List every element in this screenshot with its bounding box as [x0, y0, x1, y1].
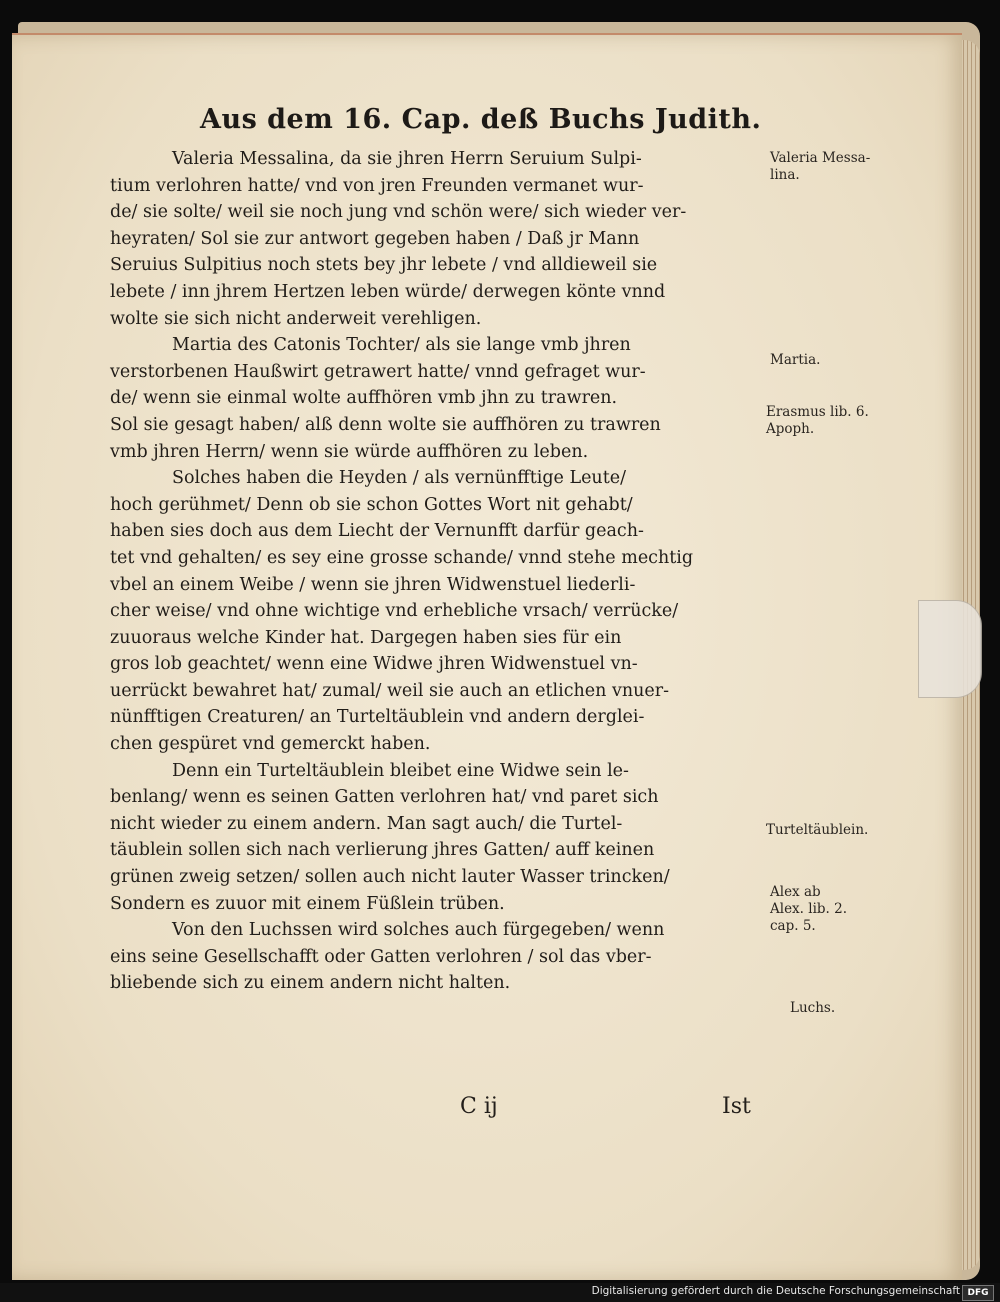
margin-note-line: Luchs.	[790, 1000, 836, 1016]
margin-note-line: Valeria Messa-	[770, 150, 871, 166]
margin-note-line: cap. 5.	[770, 918, 816, 934]
text-line: verstorbenen Haußwirt getrawert hatte/ vnnd gefraget wur-	[110, 361, 646, 382]
body-text	[110, 146, 770, 997]
page-foot	[0, 1094, 1000, 1124]
text-line: vbel an einem Weibe / wenn sie jhren Widwenstuel liederli-	[110, 574, 636, 595]
text-line: tium verlohren hatte/ vnd von jren Freunden vermanet wur-	[110, 175, 644, 196]
margin-note-line: Martia.	[770, 352, 821, 368]
text-line: uerrückt bewahret hat/ zumal/ weil sie auch an etlichen vnuer-	[110, 680, 670, 701]
signature-mark: C ij	[460, 1094, 498, 1119]
text-line: gros lob geachtet/ wenn eine Widwe jhren Widwenstuel vn-	[110, 654, 638, 675]
text-line: zuuoraus welche Kinder hat. Dargegen haben sies für ein	[110, 627, 622, 648]
text-line: chen gespüret vnd gemerckt haben.	[110, 734, 431, 755]
text-line: wolte sie sich nicht anderweit verehligen.	[110, 308, 482, 329]
text-line: Denn ein Turteltäublein bleibet eine Widwe sein le-	[172, 760, 629, 781]
text-line: lebete / inn jhrem Hertzen leben würde/ derwegen könte vnnd	[110, 281, 666, 302]
margin-note-line: lina.	[770, 167, 800, 183]
text-line: Martia des Catonis Tochter/ als sie lange vmb jhren	[172, 335, 631, 356]
catchword: Ist	[722, 1094, 751, 1119]
margin-note-valeria	[770, 150, 870, 184]
margin-note-line: Apoph.	[766, 421, 815, 437]
margin-note-alex	[770, 884, 847, 935]
text-line: grünen zweig setzen/ sollen auch nicht lauter Wasser trincken/	[110, 867, 670, 888]
margin-note-line: Alex. lib. 2.	[770, 901, 847, 917]
margin-note-erasmus	[766, 404, 869, 438]
page-tab-marker	[918, 600, 982, 698]
text-line: nünfftigen Creaturen/ an Turteltäublein vnd andern derglei-	[110, 707, 645, 728]
text-line: Solches haben die Heyden / als vernünfftige Leute/	[172, 468, 626, 489]
footer-credit: Digitalisierung gefördert durch die Deutsche Forschungsgemeinschaft	[591, 1285, 960, 1297]
text-line: täublein sollen sich nach verlierung jhres Gatten/ auff keinen	[110, 840, 655, 861]
margin-note-turteltaeublein	[766, 822, 868, 839]
margin-note-line: Turteltäublein.	[766, 822, 869, 838]
text-line: tet vnd gehalten/ es sey eine grosse schande/ vnnd stehe mechtig	[110, 547, 694, 568]
text-line: Von den Luchssen wird solches auch fürgegeben/ wenn	[172, 920, 665, 941]
dfg-logo: DFG	[962, 1285, 994, 1301]
text-line: haben sies doch aus dem Liecht der Vernunfft darfür geach-	[110, 521, 644, 542]
text-line: benlang/ wenn es seinen Gatten verlohren hat/ vnd paret sich	[110, 787, 659, 808]
text-line: vmb jhren Herrn/ wenn sie würde auffhören zu leben.	[110, 441, 589, 462]
margin-note-martia	[770, 352, 820, 369]
margin-note-line: Alex ab	[770, 884, 821, 900]
text-line: Valeria Messalina, da sie jhren Herrn Seruium Sulpi-	[172, 149, 642, 169]
margin-note-luchs	[790, 1000, 835, 1017]
text-line: cher weise/ vnd ohne wichtige vnd erhebliche vrsach/ verrücke/	[110, 601, 679, 622]
text-line: bliebende sich zu einem andern nicht halten.	[110, 973, 511, 994]
text-line: nicht wieder zu einem andern. Man sagt auch/ die Turtel-	[110, 813, 623, 834]
text-line: heyraten/ Sol sie zur antwort gegeben haben / Daß jr Mann	[110, 228, 640, 249]
text-line: de/ wenn sie einmal wolte auffhören vmb jhn zu trawren.	[110, 388, 618, 409]
page-title: Aus dem 16. Cap. deß Buchs Judith.	[200, 104, 762, 135]
text-line: Sondern es zuuor mit einem Füßlein trüben.	[110, 893, 505, 914]
text-line: Sol sie gesagt haben/ alß denn wolte sie auffhören zu trawren	[110, 414, 661, 435]
text-line: Seruius Sulpitius noch stets bey jhr lebete / vnd alldieweil sie	[110, 255, 658, 276]
text-line: hoch gerühmet/ Denn ob sie schon Gottes Wort nit gehabt/	[110, 494, 633, 515]
text-line: eins seine Gesellschafft oder Gatten verlohren / sol das vber-	[110, 946, 652, 967]
text-line: de/ sie solte/ weil sie noch jung vnd schön were/ sich wieder ver-	[110, 202, 687, 223]
margin-note-line: Erasmus lib. 6.	[766, 404, 869, 420]
